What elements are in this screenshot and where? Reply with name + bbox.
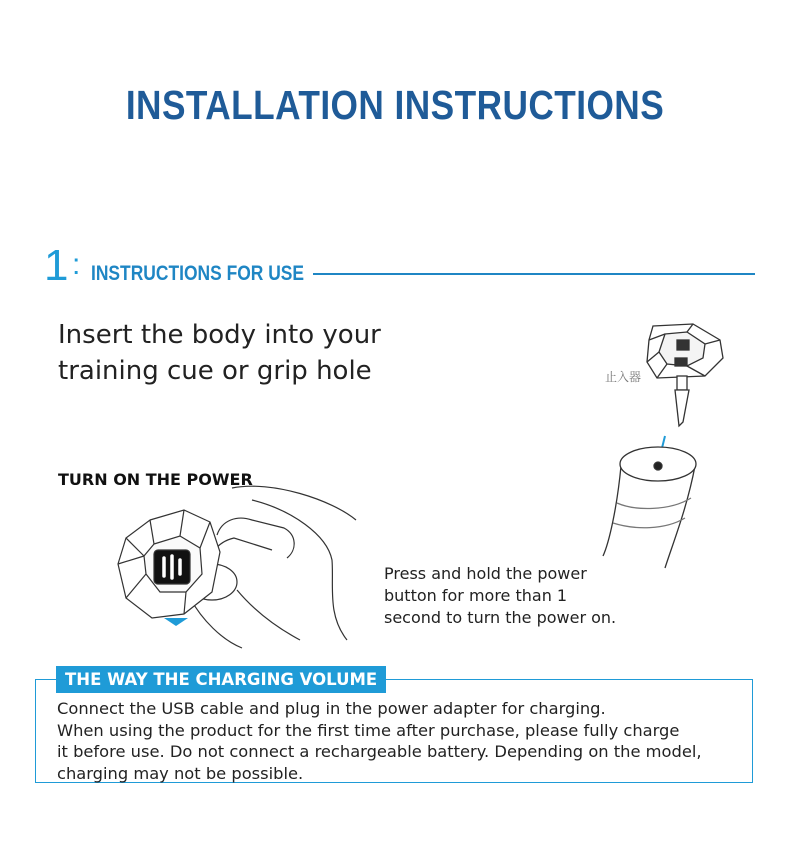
device-insert-illustration bbox=[595, 318, 735, 578]
press-instruction-line-3: second to turn the power on. bbox=[384, 608, 617, 627]
charging-heading: THE WAY THE CHARGING VOLUME bbox=[56, 666, 386, 693]
section-divider bbox=[313, 273, 755, 275]
press-instruction-line-2: button for more than 1 bbox=[384, 586, 568, 605]
press-instruction bbox=[384, 563, 616, 629]
page-title: INSTALLATION INSTRUCTIONS bbox=[125, 82, 665, 128]
power-button-illustration bbox=[112, 480, 362, 650]
device-head-icon bbox=[647, 324, 723, 378]
led-indicator-icon bbox=[164, 618, 188, 626]
power-heading: TURN ON THE POWER bbox=[58, 470, 253, 489]
charging-text: Connect the USB cable and plug in the power adapter for charging. When using the product for the first time after purchase, please fully charge it before use. Do not connect a rechargeable battery. Depending on the model, charging may not be possible. bbox=[57, 699, 702, 783]
insert-instruction bbox=[58, 317, 381, 389]
insert-instruction-line-2: training cue or grip hole bbox=[58, 356, 372, 386]
device-stem bbox=[675, 376, 689, 426]
insert-instruction-line-1: Insert the body into your bbox=[58, 320, 381, 350]
section-heading: INSTRUCTIONS FOR USE bbox=[91, 262, 305, 285]
section-number: 1 bbox=[44, 241, 69, 290]
device-button-icon bbox=[118, 510, 220, 618]
cue-grip-icon bbox=[603, 447, 696, 568]
section-colon: : bbox=[72, 248, 81, 281]
press-instruction-line-1: Press and hold the power bbox=[384, 564, 587, 583]
device-label: 止入器 bbox=[605, 370, 642, 384]
